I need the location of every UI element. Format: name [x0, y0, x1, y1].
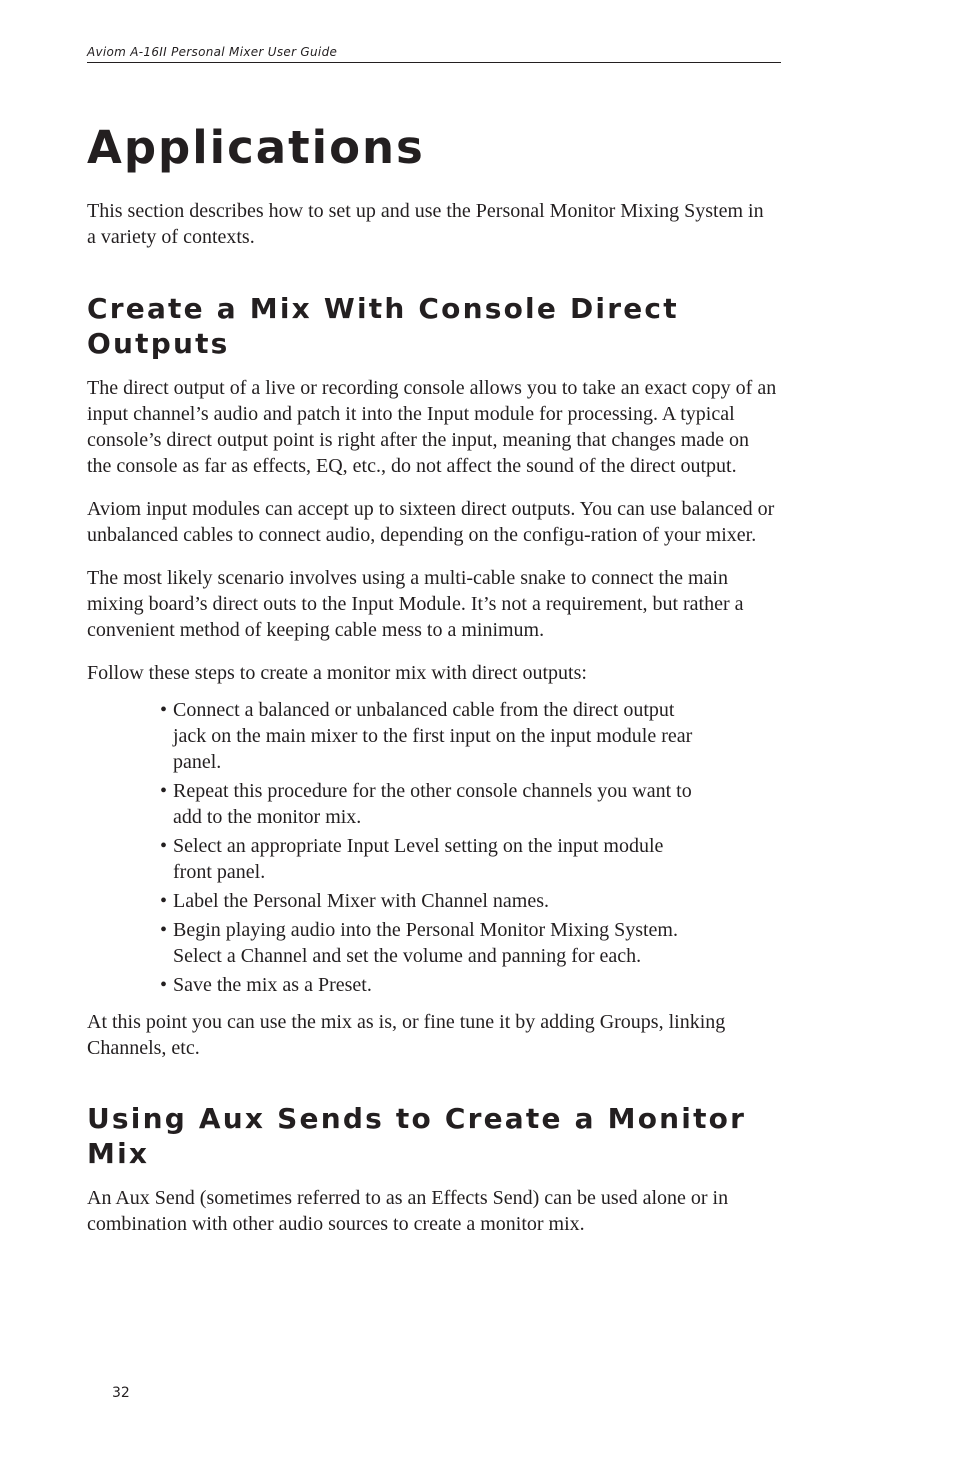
direct-outputs-paragraph-3: The most likely scenario involves using a multi-cable snake to connect the main mixing board’s direct outs to the Input Module. It’s not a requirement, but rather a convenient method of keeping cable mess to a minimum.	[87, 567, 744, 641]
list-item	[160, 917, 705, 969]
step-text: Save the mix as a Preset.	[173, 974, 372, 996]
direct-outputs-paragraph-1: The direct output of a live or recording console allows you to take an exact copy of an input channel’s audio and patch it into the Input module for processing. A typical console’s direct output point is right after the input, meaning that changes made on the console as far as effects, EQ, etc., do not affect the sound of the direct output.	[87, 377, 777, 477]
step-text: Repeat this procedure for the other console channels you want to add to the monitor mix.	[173, 780, 692, 828]
bullet-icon: •	[160, 835, 168, 857]
list-item	[160, 888, 705, 914]
list-item	[160, 697, 705, 775]
bullet-icon: •	[160, 890, 168, 912]
step-text: Label the Personal Mixer with Channel names.	[173, 890, 550, 912]
step-text: Begin playing audio into the Personal Monitor Mixing System. Select a Channel and set the volume and panning for each.	[173, 919, 678, 967]
bullet-icon: •	[160, 974, 168, 996]
bullet-icon: •	[160, 780, 168, 802]
intro-paragraph: This section describes how to set up and use the Personal Monitor Mixing System in a variety of contexts.	[87, 200, 764, 248]
section-heading-direct-outputs: Create a Mix With Console Direct Outputs	[87, 292, 679, 360]
list-item	[160, 833, 705, 885]
list-item	[160, 778, 705, 830]
running-header: Aviom A-16II Personal Mixer User Guide	[87, 44, 781, 63]
section-heading-aux-sends: Using Aux Sends to Create a Monitor Mix	[87, 1102, 747, 1170]
aux-sends-paragraph: An Aux Send (sometimes referred to as an Effects Send) can be used alone or in combination with other audio sources to create a monitor mix.	[87, 1187, 729, 1235]
steps-list	[87, 697, 705, 998]
page-title: Applications	[87, 121, 425, 174]
page-content	[87, 118, 777, 1237]
page-number: 32	[112, 1385, 130, 1401]
steps-lead-in: Follow these steps to create a monitor mix with direct outputs:	[87, 662, 587, 684]
step-text: Select an appropriate Input Level setting on the input module front panel.	[173, 835, 664, 883]
bullet-icon: •	[160, 919, 168, 941]
direct-outputs-paragraph-2: Aviom input modules can accept up to sixteen direct outputs. You can use balanced or unbalanced cables to connect audio, depending on the configu-ration of your mixer.	[87, 498, 775, 546]
list-item	[160, 972, 705, 998]
bullet-icon: •	[160, 699, 168, 721]
direct-outputs-closing: At this point you can use the mix as is, or fine tune it by adding Groups, linking Channels, etc.	[87, 1011, 726, 1059]
step-text: Connect a balanced or unbalanced cable from the direct output jack on the main mixer to the first input on the input module rear panel.	[173, 699, 693, 773]
